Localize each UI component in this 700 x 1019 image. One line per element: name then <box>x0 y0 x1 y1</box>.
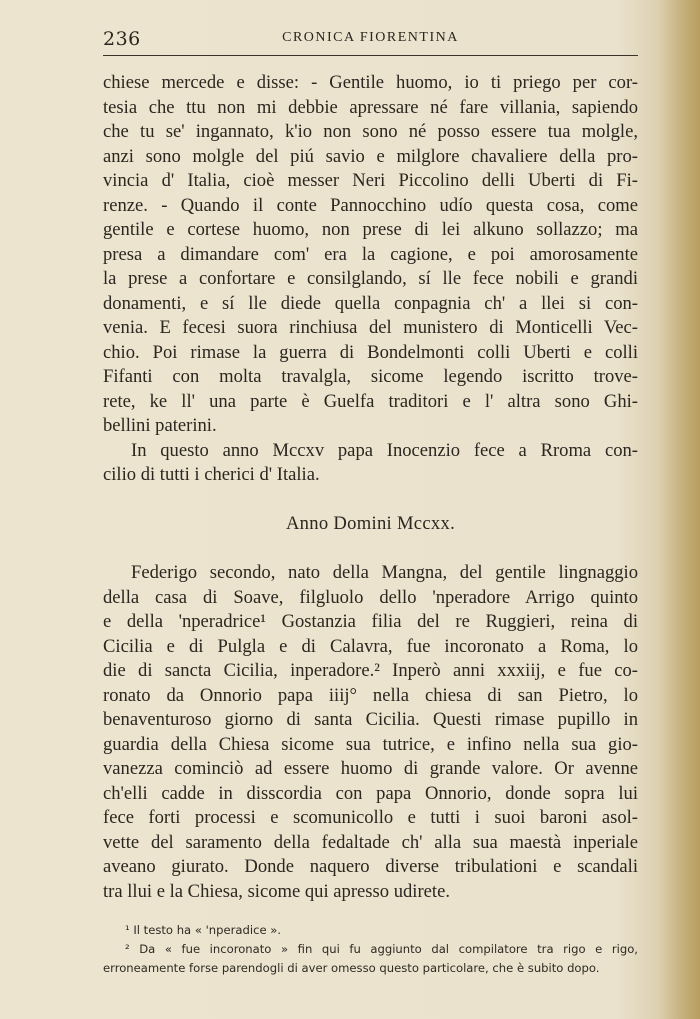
text-line: gentile e cortese huomo, non prese di lei alkuno sollazzo; ma <box>103 219 638 240</box>
text-line: donamenti, e sí lle diede quella conpagnia ch' a llei si con- <box>103 292 638 314</box>
body-text-2 <box>103 561 638 904</box>
text-line: guardia della Chiesa sicome sua tutrice, e infino nella sua gio- <box>103 733 638 755</box>
running-title: CRONICA FIORENTINA <box>282 30 459 45</box>
text-line: cilio di tutti i cherici d' Italia. <box>103 464 320 485</box>
text-line: tesia che ttu non mi debbie apressare né fare villania, sapiendo <box>103 96 638 118</box>
footnote-1: ¹ Il testo ha « 'nperadice ». <box>125 923 282 937</box>
text-line: e della 'nperadrice¹ Gostanzia filia del re Ruggieri, reina di <box>103 611 638 632</box>
text-line: Federigo secondo, nato della Mangna, del gentile lingnaggio <box>131 562 638 583</box>
text-line: chiese mercede e disse: - Gentile huomo, io ti priego per cor- <box>103 72 638 93</box>
text-line: della casa di Soave, filgluolo dello 'nperadore Arrigo quinto <box>103 586 638 608</box>
text-line: die di sancta Cicilia, inperadore.² Inperò anni xxxiij, e fue co- <box>103 660 638 681</box>
text-line: tra llui e la Chiesa, sicome qui apresso udirete. <box>103 880 450 902</box>
text-line: la prese a confortare e consilglando, sí lle fece nobili e grandi <box>103 268 638 289</box>
text-line: Fifanti con molta travalgla, sicome legendo iscritto trove- <box>103 366 638 387</box>
text-line: venia. E fecesi suora rinchiusa del munistero di Monticelli Vec- <box>103 317 638 338</box>
text-line: benaventuroso giorno di santa Cicilia. Questi rimase pupillo in <box>103 709 638 730</box>
text-line: fece forti processi e scomunicollo e tutti i suoi baroni asol- <box>103 807 638 828</box>
text-line: aveano giurato. Donde naquero diverse tribulationi e scandali <box>103 856 638 877</box>
text-line: In questo anno Mccxv papa Inocenzio fece a Rroma con- <box>131 439 638 461</box>
footnote-2-continued: erroneamente forse parendogli di aver omesso questo particolare, che è subito dopo. <box>103 961 600 975</box>
footnotes <box>103 921 638 978</box>
text-line: ronato da Onnorio papa iiij° nella chiesa di san Pietro, lo <box>103 684 638 706</box>
body-text <box>103 71 638 488</box>
text-line: vette del saramento della fedaltade ch' alla sua maestà inperiale <box>103 831 638 853</box>
text-line: anzi sono molgle del piú savio e milglore chavaliere della pro- <box>103 145 638 167</box>
text-line: renze. - Quando il conte Pannocchino udío questa cosa, come <box>103 194 638 216</box>
text-line: bellini paterini. <box>103 415 217 436</box>
text-line: chio. Poi rimase la guerra di Bondelmonti colli Uberti e colli <box>103 341 638 363</box>
page-number: 236 <box>103 28 141 50</box>
footnote-2: ² Da « fue incoronato » fin qui fu aggiunto dal compilatore tra rigo e rigo, <box>125 942 638 956</box>
text-line: vanezza cominciò ad essere huomo di grande valore. Or avenne <box>103 758 638 779</box>
section-heading: Anno Domini Mccxx. <box>285 513 456 534</box>
text-line: ch'elli cadde in disscordia con papa Onnorio, donde sopra lui <box>103 782 638 804</box>
text-line: che tu se' ingannato, k'io non sono né posso essere tua molgle, <box>103 121 638 142</box>
header-rule <box>103 55 638 56</box>
text-line: vincia d' Italia, cioè messer Neri Piccolino delli Uberti di Fi- <box>103 170 638 191</box>
text-line: Cicilia e di Pulgla e di Calavra, fue incoronato a Roma, lo <box>103 635 638 657</box>
text-line: presa a dimandare com' era la cagione, e poi amorosamente <box>103 243 638 265</box>
page-header <box>103 26 638 52</box>
text-line: rete, ke ll' una parte è Guelfa traditori e l' altra sono Ghi- <box>103 390 638 412</box>
